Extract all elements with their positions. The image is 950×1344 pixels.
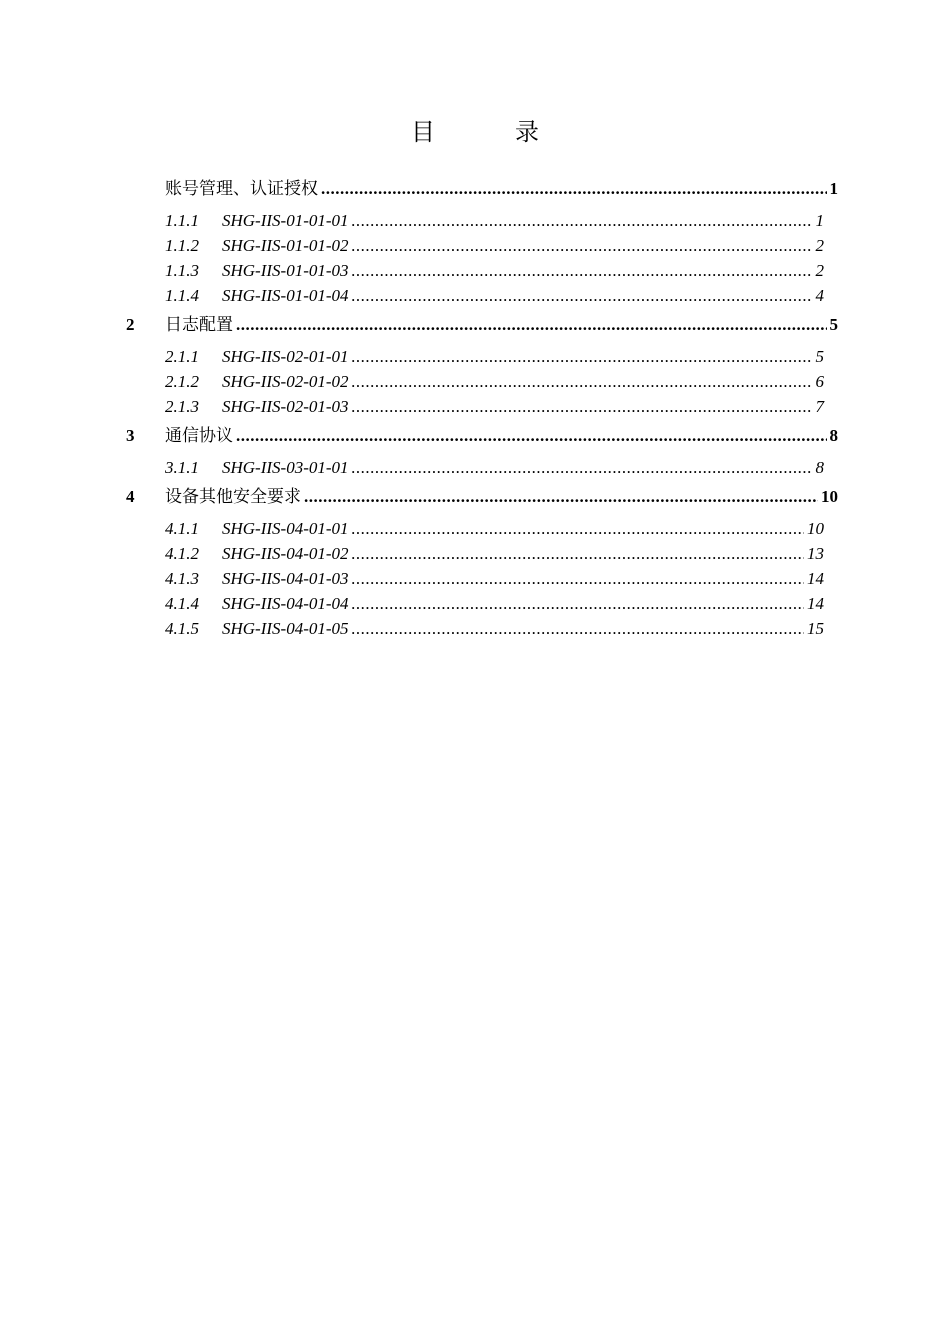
- toc-section: [0, 311, 950, 419]
- toc-entry-level2[interactable]: [0, 516, 950, 541]
- toc-entry-level1[interactable]: [0, 175, 950, 203]
- toc-dot-leader: [352, 258, 813, 283]
- toc-entry-line: [222, 233, 824, 258]
- toc-entry-level2[interactable]: [0, 541, 950, 566]
- toc-entry-page: 6: [815, 372, 824, 391]
- toc-entry-line: [222, 344, 824, 369]
- toc-entry-title: SHG-IIS-01-01-02: [222, 236, 349, 255]
- toc-entry-page: 10: [821, 487, 838, 506]
- toc-entry-number: 4.1.5: [165, 619, 199, 638]
- toc-entry-page: 14: [807, 594, 824, 613]
- toc-entry-level2[interactable]: [0, 455, 950, 480]
- toc-entry-line: [222, 258, 824, 283]
- toc-entry-number: 4.1.4: [165, 594, 199, 613]
- toc-title: 目 录: [411, 120, 567, 146]
- toc-entry-title: 设备其他安全要求: [165, 487, 301, 506]
- toc-entry-title: 日志配置: [165, 315, 233, 334]
- toc-entry-level2[interactable]: [0, 283, 950, 308]
- toc-entry-page: 1: [815, 211, 824, 230]
- toc-dot-leader: [352, 233, 813, 258]
- toc-entry-page: 1: [829, 179, 838, 198]
- toc-entry-title: SHG-IIS-04-01-04: [222, 594, 349, 613]
- toc-dot-leader: [321, 175, 827, 203]
- toc-dot-leader: [352, 283, 813, 308]
- toc-entry-title: SHG-IIS-04-01-03: [222, 569, 349, 588]
- toc-entry-number: 1.1.3: [165, 261, 199, 280]
- toc-entry-title: 账号管理、认证授权: [165, 179, 318, 198]
- toc-entry-level2[interactable]: [0, 591, 950, 616]
- toc-entry-title: SHG-IIS-04-01-02: [222, 544, 349, 563]
- toc-dot-leader: [352, 369, 813, 394]
- toc-entry-number: 3: [126, 426, 135, 445]
- toc-entry-level2[interactable]: [0, 369, 950, 394]
- toc-entry-page: 8: [829, 426, 838, 445]
- toc-entry-line: [165, 311, 838, 339]
- toc-entry-level1[interactable]: [0, 422, 950, 450]
- toc-entry-number: 3.1.1: [165, 458, 199, 477]
- toc-entry-line: [222, 591, 824, 616]
- toc-dot-leader: [236, 311, 827, 339]
- toc-entry-page: 2: [815, 236, 824, 255]
- toc-entry-line: [222, 455, 824, 480]
- toc-entry-page: 5: [815, 347, 824, 366]
- toc-entry-number: 2.1.1: [165, 347, 199, 366]
- toc-entry-number: 2.1.2: [165, 372, 199, 391]
- toc-section: [0, 483, 950, 641]
- toc-entry-line: [222, 283, 824, 308]
- toc-dot-leader: [352, 591, 804, 616]
- toc-dot-leader: [352, 455, 813, 480]
- toc-entry-title: 通信协议: [165, 426, 233, 445]
- toc-entry-page: 8: [815, 458, 824, 477]
- toc-entry-level2[interactable]: [0, 566, 950, 591]
- toc-entry-line: [222, 516, 824, 541]
- toc-entry-level1[interactable]: [0, 483, 950, 511]
- toc-dot-leader: [304, 483, 818, 511]
- toc-entry-number: 4.1.3: [165, 569, 199, 588]
- toc-entry-line: [222, 208, 824, 233]
- toc-list: [0, 172, 950, 641]
- toc-entry-level2[interactable]: [0, 344, 950, 369]
- toc-dot-leader: [236, 422, 827, 450]
- toc-entry-number: 4.1.1: [165, 519, 199, 538]
- toc-entry-level2[interactable]: [0, 208, 950, 233]
- toc-entry-title: SHG-IIS-01-01-01: [222, 211, 349, 230]
- toc-entry-line: [222, 566, 824, 591]
- toc-entry-page: 10: [807, 519, 824, 538]
- toc-entry-title: SHG-IIS-04-01-01: [222, 519, 349, 538]
- toc-entry-page: 13: [807, 544, 824, 563]
- toc-entry-title: SHG-IIS-01-01-04: [222, 286, 349, 305]
- toc-dot-leader: [352, 394, 813, 419]
- toc-entry-page: 15: [807, 619, 824, 638]
- toc-entry-number: 1.1.4: [165, 286, 199, 305]
- toc-entry-number: 4: [126, 487, 135, 506]
- toc-entry-page: 5: [829, 315, 838, 334]
- toc-dot-leader: [352, 344, 813, 369]
- toc-entry-line: [222, 541, 824, 566]
- toc-dot-leader: [352, 541, 804, 566]
- toc-entry-line: [222, 616, 824, 641]
- toc-entry-title: SHG-IIS-02-01-02: [222, 372, 349, 391]
- toc-entry-number: 1.1.2: [165, 236, 199, 255]
- toc-dot-leader: [352, 208, 813, 233]
- toc-entry-level2[interactable]: [0, 233, 950, 258]
- toc-entry-number: 2.1.3: [165, 397, 199, 416]
- toc-entry-page: 7: [815, 397, 824, 416]
- toc-entry-title: SHG-IIS-01-01-03: [222, 261, 349, 280]
- toc-entry-page: 4: [815, 286, 824, 305]
- toc-entry-title: SHG-IIS-02-01-01: [222, 347, 349, 366]
- toc-entry-level2[interactable]: [0, 258, 950, 283]
- toc-section: [0, 422, 950, 480]
- toc-entry-number: 4.1.2: [165, 544, 199, 563]
- toc-dot-leader: [352, 516, 804, 541]
- toc-entry-number: 2: [126, 315, 135, 334]
- toc-dot-leader: [352, 616, 804, 641]
- toc-entry-level2[interactable]: [0, 394, 950, 419]
- toc-entry-level2[interactable]: [0, 616, 950, 641]
- toc-entry-title: SHG-IIS-02-01-03: [222, 397, 349, 416]
- toc-entry-title: SHG-IIS-04-01-05: [222, 619, 349, 638]
- toc-entry-line: [165, 175, 838, 203]
- toc-entry-title: SHG-IIS-03-01-01: [222, 458, 349, 477]
- toc-section: [0, 175, 950, 308]
- toc-entry-page: 2: [815, 261, 824, 280]
- toc-entry-page: 14: [807, 569, 824, 588]
- toc-entry-line: [222, 394, 824, 419]
- toc-entry-line: [222, 369, 824, 394]
- toc-dot-leader: [352, 566, 804, 591]
- toc-entry-number: 1.1.1: [165, 211, 199, 230]
- toc-entry-line: [165, 422, 838, 450]
- toc-entry-level1[interactable]: [0, 311, 950, 339]
- toc-entry-line: [165, 483, 838, 511]
